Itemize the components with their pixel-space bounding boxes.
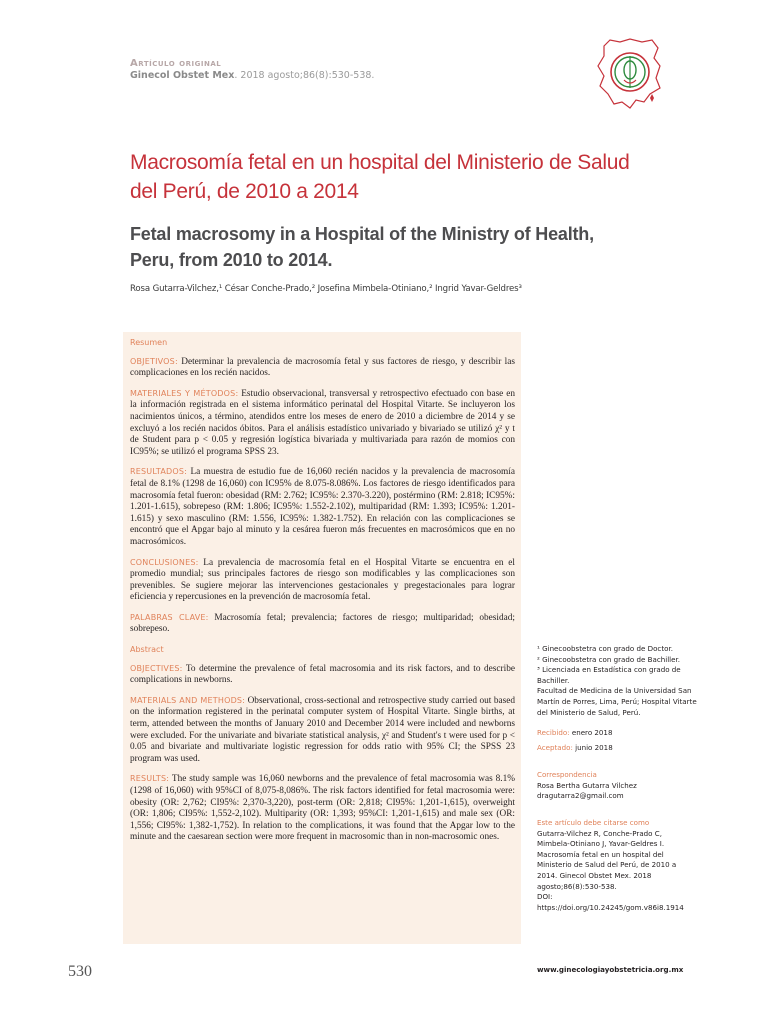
objectives-label: OBJECTIVES: xyxy=(130,663,183,673)
materials-text: Observational, cross-sectional and retrospective study carried out based on the information registered in the perinatal computer system of Hospital Vitarte. Single births, at term, attended between the months of January 2010 and December 2014 were included and newborns were excluded. For the univariate and bivariate statistical analysis, χ² and Student's t were used for p < 0.05 and bivariate and multivariate logistic regression for odds ratio with 95% CI; the SPSS 23 program was used. xyxy=(130,695,515,764)
accepted-date xyxy=(537,743,697,754)
title-spanish: Macrosomía fetal en un hospital del Ministerio de Salud del Perú, de 2010 a 2014 xyxy=(130,151,630,203)
conclusiones-paragraph xyxy=(130,557,515,604)
materials-paragraph xyxy=(130,695,515,766)
affiliation: Facultad de Medicina de la Universidad San Martín de Porres, Lima, Perú; Hospital Vitarte del Ministerio de Salud, Perú. xyxy=(537,686,697,717)
resultados-paragraph xyxy=(130,466,515,548)
author-notes xyxy=(537,644,697,718)
results-text: The study sample was 16,060 newborns and the prevalence of fetal macrosomia was 8.1% (1298 of 16,060) with 95%CI of 8,075-8,086%. The risk factors identified for fetal macrosomia were: obesity (OR: 2,762; CI95%: 2,370-3,220), post-term (OR: 2,818; CI95%: 1,201-1,615), overweight (OR: 1,806; CI95%: 1,552-2,102). Multiparity (OR: 1,393; 95%CI: 1,201-1,615) and male sex (OR: 1,556; CI95%: 1,382-1,752). In relation to the complications, it was found that the Apgar low to the minute and the caesarean section were more frequent in macrosomic than in non-macrosomic ones. xyxy=(130,774,515,843)
palabras-label: PALABRAS CLAVE: xyxy=(130,612,209,622)
resultados-text: La muestra de estudio fue de 16,060 recién nacidos y la prevalencia de macrosomía fetal de 8.1% (1298 de 16,060) con IC95% de 8.075-8.086%. Los factores de riesgo identificados para macrosomía fetal fueron: obesidad (RM: 2.762; IC95%: 2.370-3.220), postérmino (RM: 2.818; IC95%: 1.201-1.615), sobrepeso (RM: 1.806; IC95%: 1.552-2.102), multiparidad (RM: 1.393; IC95%: 1.201-1.615) y sexo masculino (RM: 1.556, IC95%: 1.382-1.752). En relación con las complicaciones se encontró que el Apgar bajo al minuto y la cesárea fueron más frecuentes en macrosómicos que en no macrosómicos. xyxy=(130,467,515,547)
conclusiones-label: CONCLUSIONES: xyxy=(130,557,199,567)
citation-text: Gutarra-Vilchez R, Conche-Prado C, Mimbela-Otiniano J, Yavar-Geldres I. Macrosomía fetal en un hospital del Ministerio de Salud del Perú, de 2010 a 2014. Ginecol Obstet Mex. 2018 agosto;86(8):530-538. xyxy=(537,828,677,891)
accepted-label: Aceptado: xyxy=(537,742,573,752)
resultados-label: RESULTADOS: xyxy=(130,467,188,477)
objetivos-text: Determinar la prevalencia de macrosomía fetal y sus factores de riesgo, y describir las complicaciones en los recién nacidos. xyxy=(130,356,516,379)
accepted-value: junio 2018 xyxy=(575,742,613,752)
journal-citation xyxy=(130,70,550,81)
author-note-2: ² Ginecoobstetra con grado de Bachiller. xyxy=(537,654,681,664)
objetivos-paragraph xyxy=(130,356,515,380)
author-note-1: ¹ Ginecoobstetra con grado de Doctor. xyxy=(537,644,673,653)
article-header xyxy=(130,58,550,81)
resumen-heading: Resumen xyxy=(130,338,168,347)
journal-logo xyxy=(594,36,666,112)
correspondence-block xyxy=(537,770,697,802)
abstract-block xyxy=(130,337,515,852)
dates-block xyxy=(537,728,697,753)
materiales-paragraph xyxy=(130,388,515,459)
page-number: 530 xyxy=(68,963,92,980)
author-note-3: ³ Licenciada en Estadística con grado de Bachiller. xyxy=(537,665,681,685)
citation-label: Este artículo debe citarse como xyxy=(537,818,650,827)
citation-block xyxy=(537,818,697,913)
correspondence-email[interactable]: dragutarra2@gmail.com xyxy=(537,791,624,801)
materiales-text: Estudio observacional, transversal y retrospectivo efectuado con base en la información registrada en el sistema informático perinatal del Hospital Vitarte. Se incluyeron los nacimientos únicos, a término, atendidos entre los meses de enero de 2010 a diciembre de 2014 y se excluyó a los recién nacidos óbitos. Para el análisis estadístico univariado y bivariado se utilizó χ² y t de Student para p < 0.05 y regresión logística bivariada y multivariada para razón de momios con IC95%; se utilizó el programa SPSS 23. xyxy=(130,388,515,457)
palabras-paragraph xyxy=(130,612,515,636)
abstract-heading: Abstract xyxy=(130,645,164,655)
journal-name: Ginecol Obstet Mex xyxy=(130,70,235,81)
palabras-text: Macrosomía fetal; prevalencia; factores de riesgo; multiparidad; obesidad; sobrepeso. xyxy=(130,612,515,635)
materials-label: MATERIALS AND METHODS: xyxy=(130,695,246,705)
received-value: enero 2018 xyxy=(571,728,613,737)
objectives-text: To determine the prevalence of fetal macrosomia and its risk factors, and to describe complications in newborns. xyxy=(130,663,515,686)
materiales-label: MATERIALES Y MÉTODOS: xyxy=(130,388,239,398)
correspondence-name: Rosa Bertha Gutarra Vilchez xyxy=(537,780,637,790)
objetivos-label: OBJETIVOS: xyxy=(130,356,178,366)
correspondence-label: Correspondencia xyxy=(537,770,597,779)
author-list: Rosa Gutarra-Vilchez,¹ César Conche-Prado,² Josefina Mimbela-Otiniano,² Ingrid Yavar-Geldres³ xyxy=(130,284,522,294)
received-label: Recibido: xyxy=(537,728,570,737)
journal-issue: . 2018 agosto;86(8):530-538. xyxy=(234,70,375,81)
objectives-paragraph xyxy=(130,663,515,687)
title-english: Fetal macrosomy in a Hospital of the Ministry of Health, Peru, from 2010 to 2014. xyxy=(130,224,594,270)
article-type: Artículo original xyxy=(130,58,222,69)
received-date xyxy=(537,728,697,739)
results-paragraph xyxy=(130,773,515,844)
website-link[interactable]: www.ginecologiayobstetricia.org.mx xyxy=(537,965,684,974)
conclusiones-text: La prevalencia de macrosomía fetal en el Hospital Vitarte se encuentra en el promedio mundial; sus principales factores de riesgo son modificables y las complicaciones son prevenibles. Se sugiere mejorar las intervenciones gestacionales y pregestacionales para lograr eficiencia y repercusiones en la prevención de macrosomía fetal. xyxy=(130,557,515,603)
results-label: RESULTS: xyxy=(130,774,170,784)
doi-link[interactable]: DOI: https://doi.org/10.24245/gom.v86i8.1914 xyxy=(537,892,684,912)
